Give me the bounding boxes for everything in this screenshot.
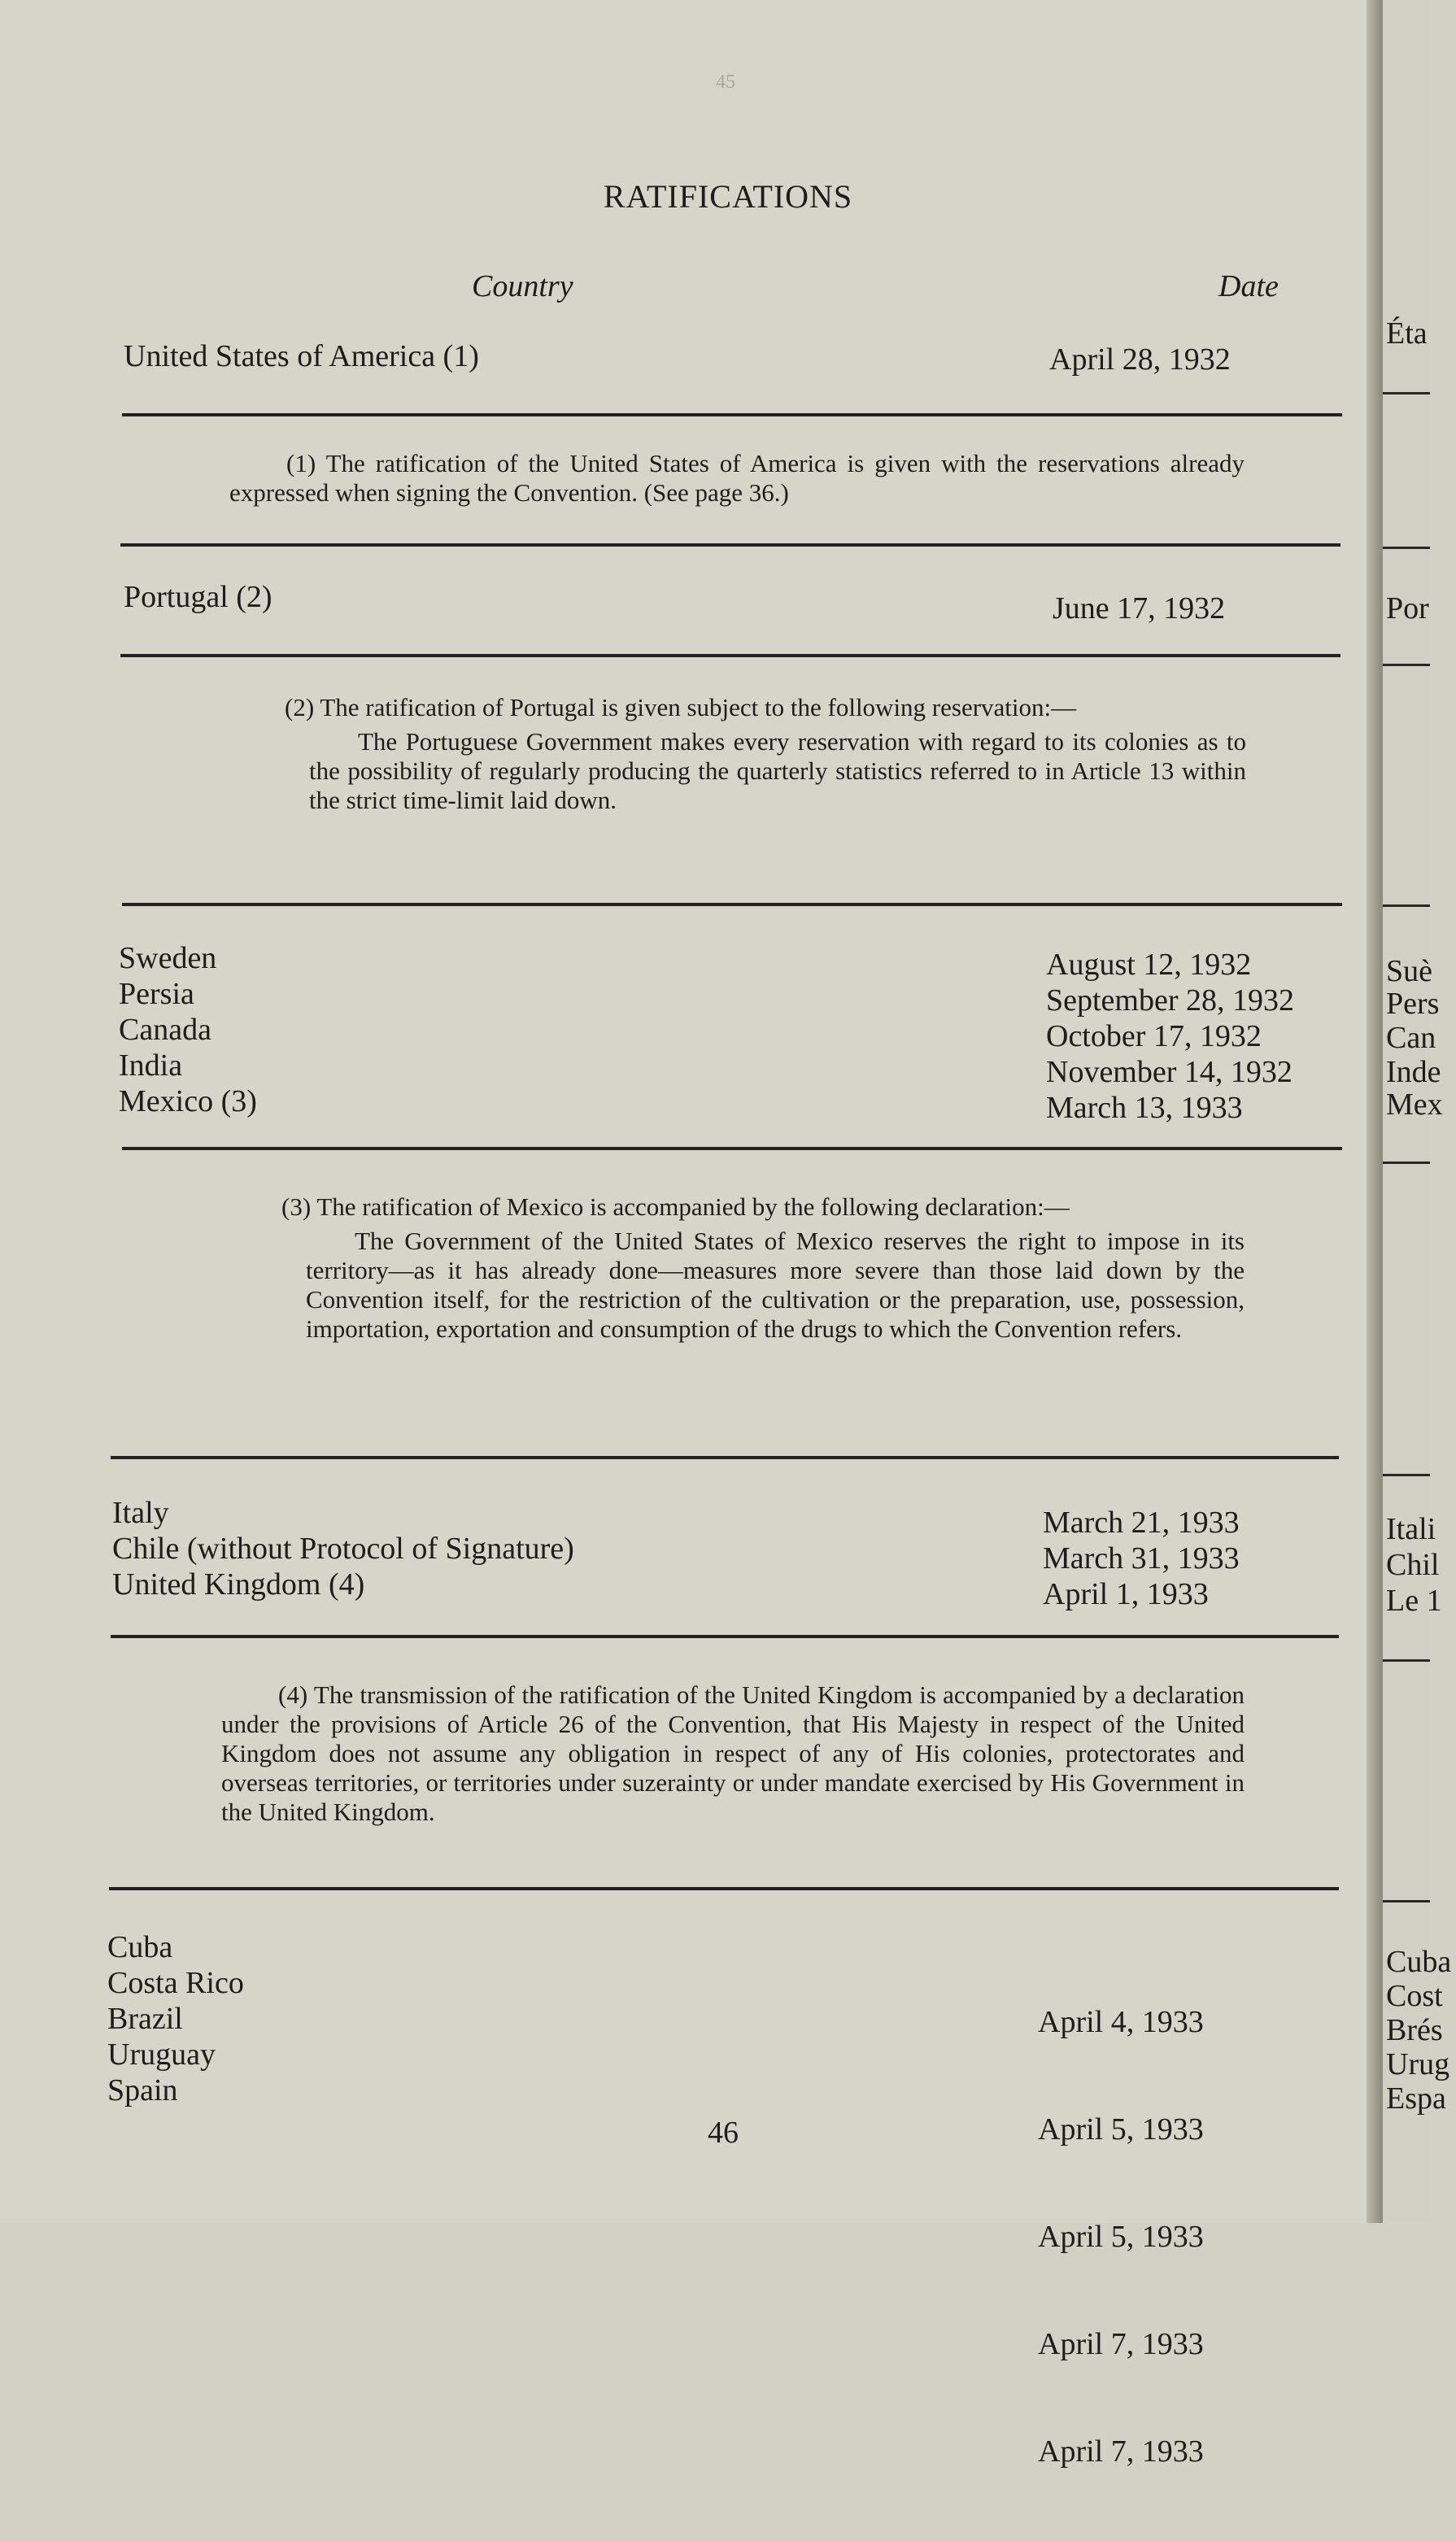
date-column-header: Date (1218, 269, 1279, 303)
date-united-kingdom: April 1, 1933 (1043, 1577, 1209, 1611)
facing-fragment: Éta (1386, 316, 1428, 351)
country-brazil: Brazil (107, 2002, 183, 2036)
country-uruguay: Uruguay (107, 2038, 216, 2072)
facing-fragment: Pers (1386, 987, 1440, 1021)
divider (122, 1147, 1342, 1150)
footnote-1 (229, 449, 1245, 508)
footnote-2 (228, 693, 1246, 815)
footnote-4-text: The transmission of the ratification of the United Kingdom is accompanied by a declaration under the provisions of Article 26 of the Convention, that His Majesty in respect of the United Kingdom does not assume any obligation in respect of any of His colonies, protectorates and overseas territories, or territories under suzerainty or under mandate exercised by His Government in the United Kingdom. (221, 1680, 1245, 1826)
page-title: RATIFICATIONS (603, 178, 853, 215)
country-mexico: Mexico (3) (119, 1084, 257, 1118)
country-list-2 (112, 1495, 574, 1602)
page-mark: 45 (716, 72, 735, 93)
date-persia: September 28, 1932 (1046, 983, 1295, 1018)
divider (111, 1456, 1339, 1459)
date-brazil: April 5, 1933 (1038, 2220, 1204, 2254)
facing-fragment: Por (1386, 591, 1429, 625)
country-united-kingdom: United Kingdom (4) (112, 1567, 365, 1602)
date-india: November 14, 1932 (1046, 1055, 1293, 1089)
divider (122, 413, 1342, 416)
divider (1383, 1659, 1430, 1662)
date-chile: March 31, 1933 (1043, 1541, 1240, 1576)
footnote-1-marker: (1) (286, 449, 316, 477)
country-persia: Persia (119, 977, 194, 1011)
country-canada: Canada (119, 1013, 211, 1047)
facing-fragment: Inde (1386, 1055, 1441, 1089)
facing-fragment: Cost (1386, 1979, 1443, 2013)
divider (1383, 1474, 1430, 1476)
footnote-3-marker: (3) (281, 1192, 312, 1221)
country-sweden: Sweden (119, 941, 217, 975)
country-column-header: Country (472, 269, 573, 303)
facing-fragment: Cuba (1386, 1945, 1452, 1979)
footnote-2-marker: (2) (285, 693, 315, 721)
footnote-4-marker: (4) (278, 1680, 308, 1709)
footnote-4 (221, 1680, 1245, 1827)
country-list-1 (119, 940, 257, 1119)
country-usa: United States of America (1) (124, 339, 479, 373)
country-spain: Spain (107, 2073, 178, 2107)
divider (1383, 904, 1430, 907)
country-portugal: Portugal (2) (124, 580, 272, 614)
divider (109, 1887, 1339, 1890)
date-costa-rico: April 5, 1933 (1038, 2112, 1204, 2147)
date-usa: April 28, 1932 (1049, 342, 1231, 377)
divider (1383, 547, 1430, 549)
footnote-3-quote: The Government of the United States of Mexico reserves the right to impose in its territory—as it has already done—measures more severe than those laid down by the Convention itself, for the restriction of the cultivation or the preparation, use, possession, importation, exportation and consumption of the drugs to which the Convention refers. (306, 1227, 1245, 1343)
divider (1383, 1900, 1430, 1902)
facing-fragment: Espa (1386, 2081, 1446, 2116)
date-mexico: March 13, 1933 (1046, 1091, 1243, 1125)
divider (1383, 392, 1430, 394)
footnote-3 (225, 1192, 1245, 1344)
country-chile: Chile (without Protocol of Signature) (112, 1532, 574, 1566)
facing-page-edge (1383, 0, 1452, 2223)
facing-fragment: Urug (1386, 2047, 1450, 2081)
facing-fragment: Can (1386, 1021, 1436, 1055)
divider (1383, 1162, 1430, 1164)
country-italy: Italy (112, 1496, 169, 1530)
page-number: 46 (708, 2116, 739, 2150)
country-india: India (119, 1048, 183, 1083)
date-italy: March 21, 1933 (1043, 1506, 1240, 1540)
facing-fragment: Chil (1386, 1548, 1440, 1582)
country-list-3 (107, 1929, 244, 2108)
footnote-2-intro: The ratification of Portugal is given subject to the following reservation:— (320, 693, 1077, 721)
date-cuba: April 4, 1933 (1038, 2005, 1204, 2039)
facing-fragment: Itali (1386, 1512, 1436, 1546)
divider (120, 543, 1340, 547)
date-list-3 (1038, 1933, 1204, 2541)
date-portugal: June 17, 1932 (1053, 591, 1226, 625)
book-gutter (1367, 0, 1383, 2223)
facing-fragment: Brés (1386, 2013, 1443, 2047)
country-cuba: Cuba (107, 1930, 173, 1964)
facing-fragment: Mex (1386, 1087, 1443, 1122)
date-sweden: August 12, 1932 (1046, 948, 1252, 982)
divider (111, 1635, 1339, 1638)
date-uruguay: April 7, 1933 (1038, 2327, 1204, 2361)
country-costa-rico: Costa Rico (107, 1966, 244, 2000)
divider (1383, 664, 1430, 666)
date-canada: October 17, 1932 (1046, 1019, 1262, 1053)
date-spain: April 7, 1933 (1038, 2434, 1204, 2469)
divider (120, 654, 1340, 657)
facing-fragment: Suè (1386, 954, 1432, 988)
divider (122, 903, 1342, 906)
date-list-2 (1043, 1505, 1240, 1612)
footnote-1-text: The ratification of the United States of America is given with the reservations already expressed when signing the Convention. (See page 36.) (229, 449, 1245, 507)
facing-fragment: Le 1 (1386, 1584, 1442, 1618)
footnote-3-intro: The ratification of Mexico is accompanied by the following declaration:— (316, 1192, 1070, 1221)
footnote-2-quote: The Portuguese Government makes every reservation with regard to its colonies as to the possibility of regularly producing the quarterly statistics referred to in Article 13 within the strict time-limit laid down. (309, 727, 1246, 814)
date-list-1 (1046, 947, 1294, 1126)
